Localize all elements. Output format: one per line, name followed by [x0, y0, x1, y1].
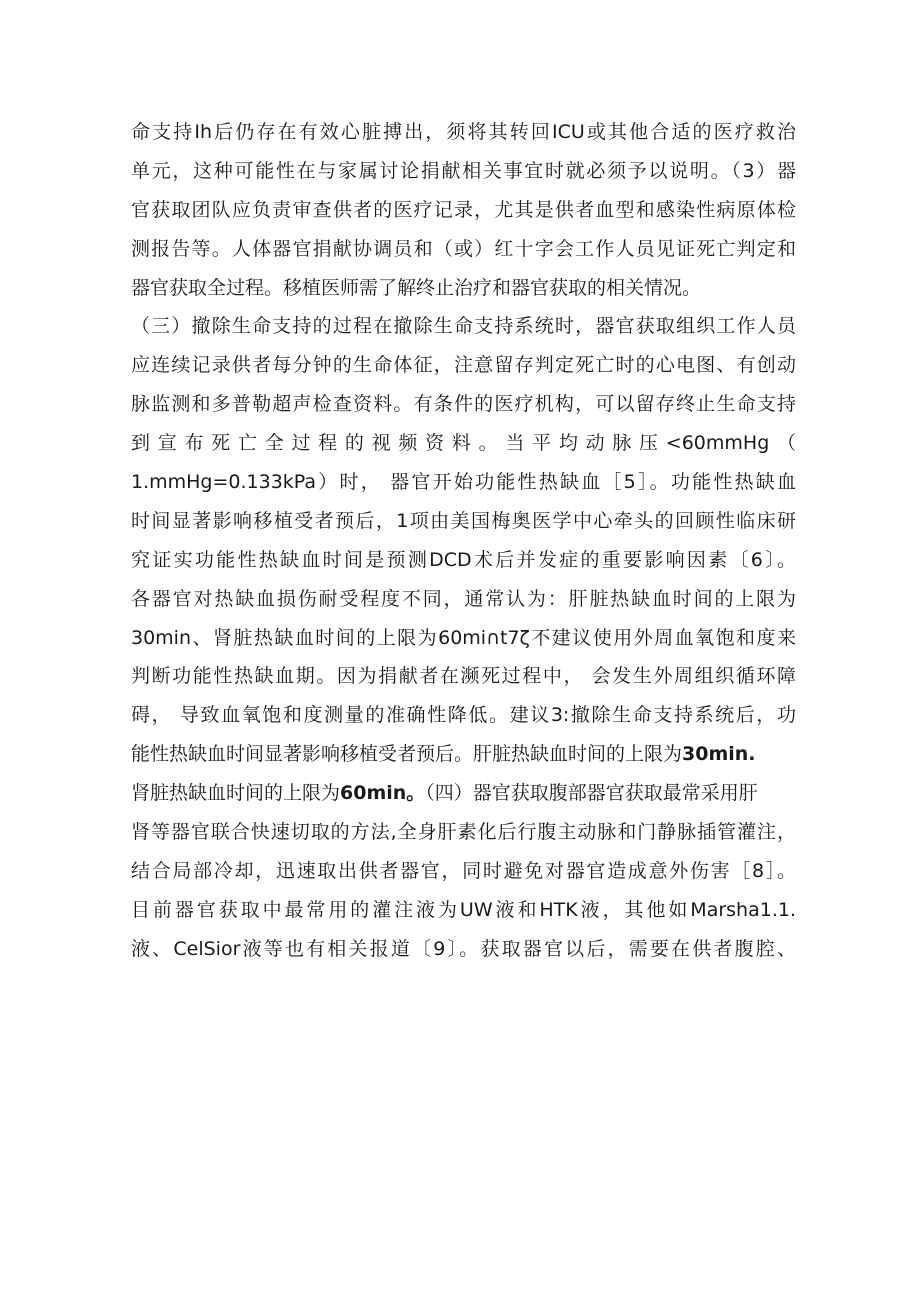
text-line — [131, 774, 796, 813]
text-line: 1.mmHg=0.133kPa）时， 器官开始功能性热缺血［5］。功能性热缺血 — [131, 471, 796, 494]
text-line: 器官获取全过程。移植医师需了解终止治疗和器官获取的相关情况。 — [131, 276, 702, 299]
text-line: （三）撤除生命支持的过程在撤除生命支持系统时，器官获取组织工作人员 — [131, 315, 796, 338]
text-line: 究证实功能性热缺血时间是预测DCD术后并发症的重要影响因素〔6〕。 — [131, 548, 796, 571]
text-segment: （四）器官获取腹部器官获取最常采用肝 — [425, 782, 758, 805]
text-segment: 肾脏热缺血时间的上限为 — [131, 782, 341, 805]
text-line: 各器官对热缺血损伤耐受程度不同，通常认为：肝脏热缺血时间的上限为 — [131, 587, 796, 610]
text-line: 判断功能性热缺血期。因为捐献者在濒死过程中， 会发生外周组织循环障 — [131, 665, 796, 688]
text-line: 30min、肾脏热缺血时间的上限为60mi∩t7ζ不建议使用外周血氧饱和度来 — [131, 626, 796, 649]
bold-text-segment: 60min。 — [340, 782, 426, 805]
text-line — [131, 735, 796, 774]
text-line: 命支持Ih后仍存在有效心脏搏出，须将其转回ICU或其他合适的医疗救治 — [131, 121, 796, 143]
text-line: 肾等器官联合快速切取的方法,全身肝素化后行腹主动脉和门静脉插管灌注， — [131, 821, 796, 844]
text-line: 到宣布死亡全过程的视频资料。当平均动脉压<60mmHg（ — [131, 432, 796, 455]
text-line: 官获取团队应负责审查供者的医疗记录，尤其是供者血型和感染性病原体检 — [131, 198, 796, 221]
text-line: 测报告等。人体器官捐献协调员和（或）红十字会工作人员见证死亡判定和 — [131, 237, 796, 260]
text-line: 结合局部冷却，迅速取出供者器官，同时避免对器官造成意外伤害［8］。 — [131, 859, 796, 882]
text-line: 目前器官获取中最常用的灌注液为UW液和HTK液，其他如Marsha1.1. — [131, 898, 796, 921]
text-line: 应连续记录供者每分钟的生命体征，注意留存判定死亡时的心电图、有创动 — [131, 354, 796, 377]
bold-text-segment: 30min. — [682, 743, 756, 766]
text-line: 液、CelSior液等也有相关报道〔9〕。获取器官以后，需要在供者腹腔、 — [131, 937, 796, 960]
text-line: 时间显著影响移植受者预后，1项由美国梅奥医学中心牵头的回顾性临床研 — [131, 509, 796, 532]
text-line: 碍， 导致血氧饱和度测量的准确性降低。建议3:撤除生命支持系统后，功 — [131, 704, 796, 727]
body-text — [131, 113, 796, 969]
text-line: 脉监测和多普勒超声检查资料。有条件的医疗机构，可以留存终止生命支持 — [131, 393, 796, 416]
text-line: 单元，这种可能性在与家属讨论捐献相关事宜时就必须予以说明。（3）器 — [131, 159, 796, 182]
text-segment: 能性热缺血时间显著影响移植受者预后。肝脏热缺血时间的上限为 — [131, 743, 683, 766]
